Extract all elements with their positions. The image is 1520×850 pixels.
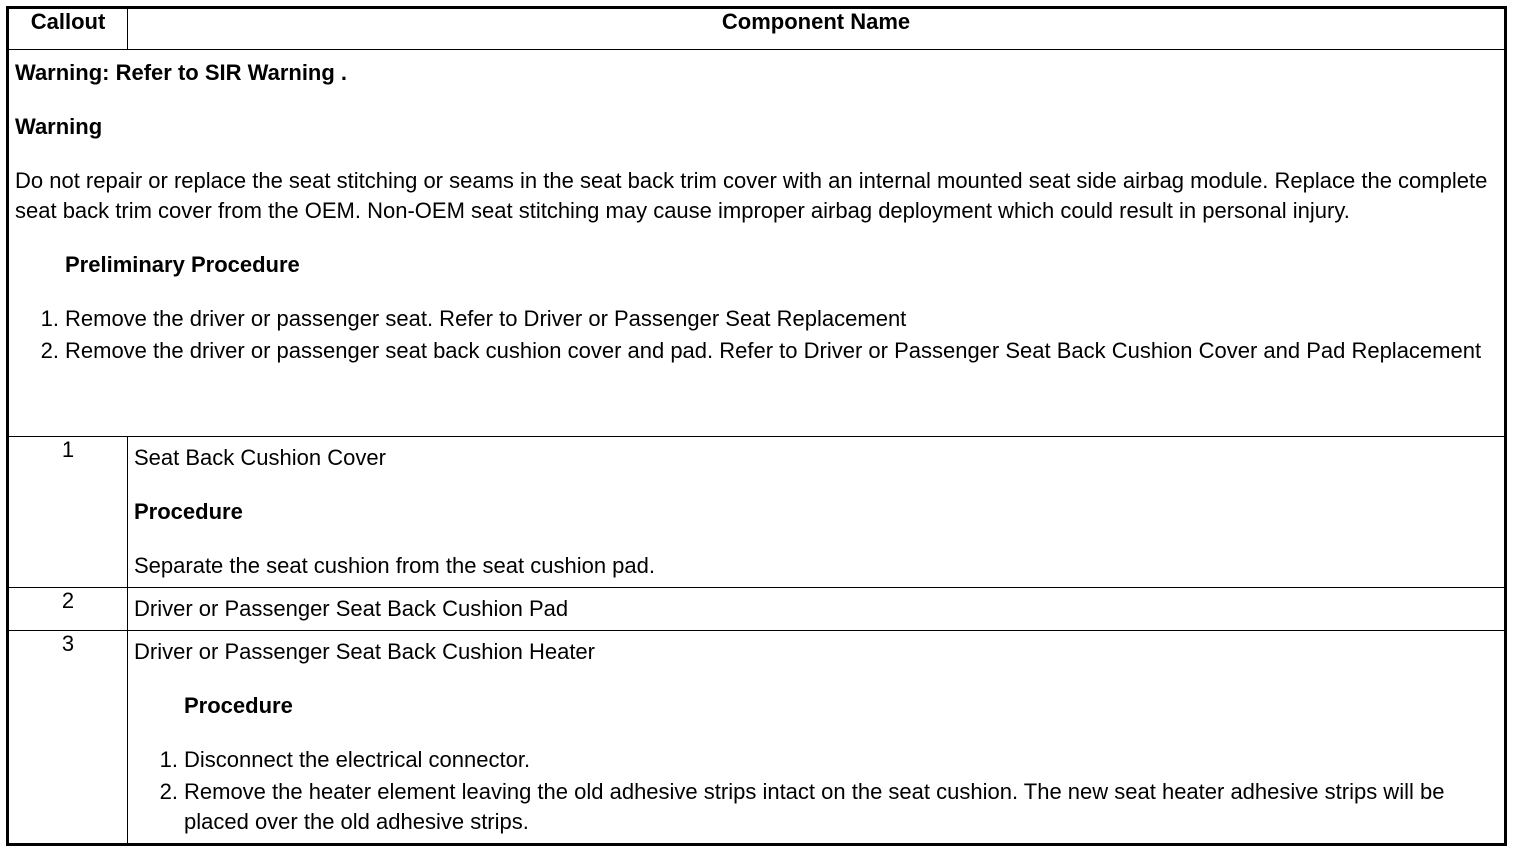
header-component-name: Component Name — [128, 8, 1506, 50]
callout-1: 1 — [8, 437, 128, 588]
component-cell-3 — [128, 631, 1506, 845]
step-number: 1. — [40, 306, 59, 331]
table-row — [8, 437, 1506, 588]
callout-2: 2 — [8, 588, 128, 631]
list-item — [15, 336, 1498, 366]
step-number: 1. — [159, 747, 178, 772]
list-item — [134, 745, 1498, 775]
list-item — [134, 777, 1498, 837]
step-text: Remove the driver or passenger seat back cushion cover and pad. Refer to Driver or Passenger Seat Back Cushion Cover and Pad Replacement — [65, 338, 1482, 363]
component-name: Seat Back Cushion Cover — [134, 445, 386, 470]
table-row — [8, 588, 1506, 631]
component-name: Driver or Passenger Seat Back Cushion Heater — [134, 639, 595, 664]
component-cell-2 — [128, 588, 1506, 631]
procedure-title: Procedure — [134, 499, 243, 524]
component-cell-1 — [128, 437, 1506, 588]
step-text: Disconnect the electrical connector. — [184, 747, 531, 772]
step-number: 2. — [40, 338, 59, 363]
header-row — [8, 8, 1506, 50]
component-name: Driver or Passenger Seat Back Cushion Pad — [134, 596, 569, 621]
step-text: Remove the driver or passenger seat. Refer to Driver or Passenger Seat Replacement — [65, 306, 907, 331]
header-callout: Callout — [8, 8, 128, 50]
warning-reference: Warning: Refer to SIR Warning . — [15, 60, 348, 85]
preliminary-steps — [15, 304, 1498, 366]
preliminary-procedure-title: Preliminary Procedure — [65, 252, 300, 277]
list-item — [15, 304, 1498, 334]
intro-cell — [8, 50, 1506, 437]
warning-title: Warning — [15, 114, 103, 139]
step-text: Remove the heater element leaving the old adhesive strips intact on the seat cushion. The new seat heater adhesive strips will be placed over the old adhesive strips. — [184, 779, 1445, 834]
table-row — [8, 631, 1506, 845]
procedure-text: Separate the seat cushion from the seat cushion pad. — [134, 553, 655, 578]
step-number: 2. — [159, 779, 178, 804]
component-table — [6, 6, 1507, 846]
intro-row — [8, 50, 1506, 437]
procedure-steps — [134, 745, 1498, 837]
procedure-title: Procedure — [184, 693, 293, 718]
callout-3: 3 — [8, 631, 128, 845]
warning-text: Do not repair or replace the seat stitching or seams in the seat back trim cover with an internal mounted seat side airbag module. Replace the complete seat back trim cover from the OEM. Non-OEM seat stitching may cause improper airbag deployment which could result in personal injury. — [15, 168, 1488, 223]
